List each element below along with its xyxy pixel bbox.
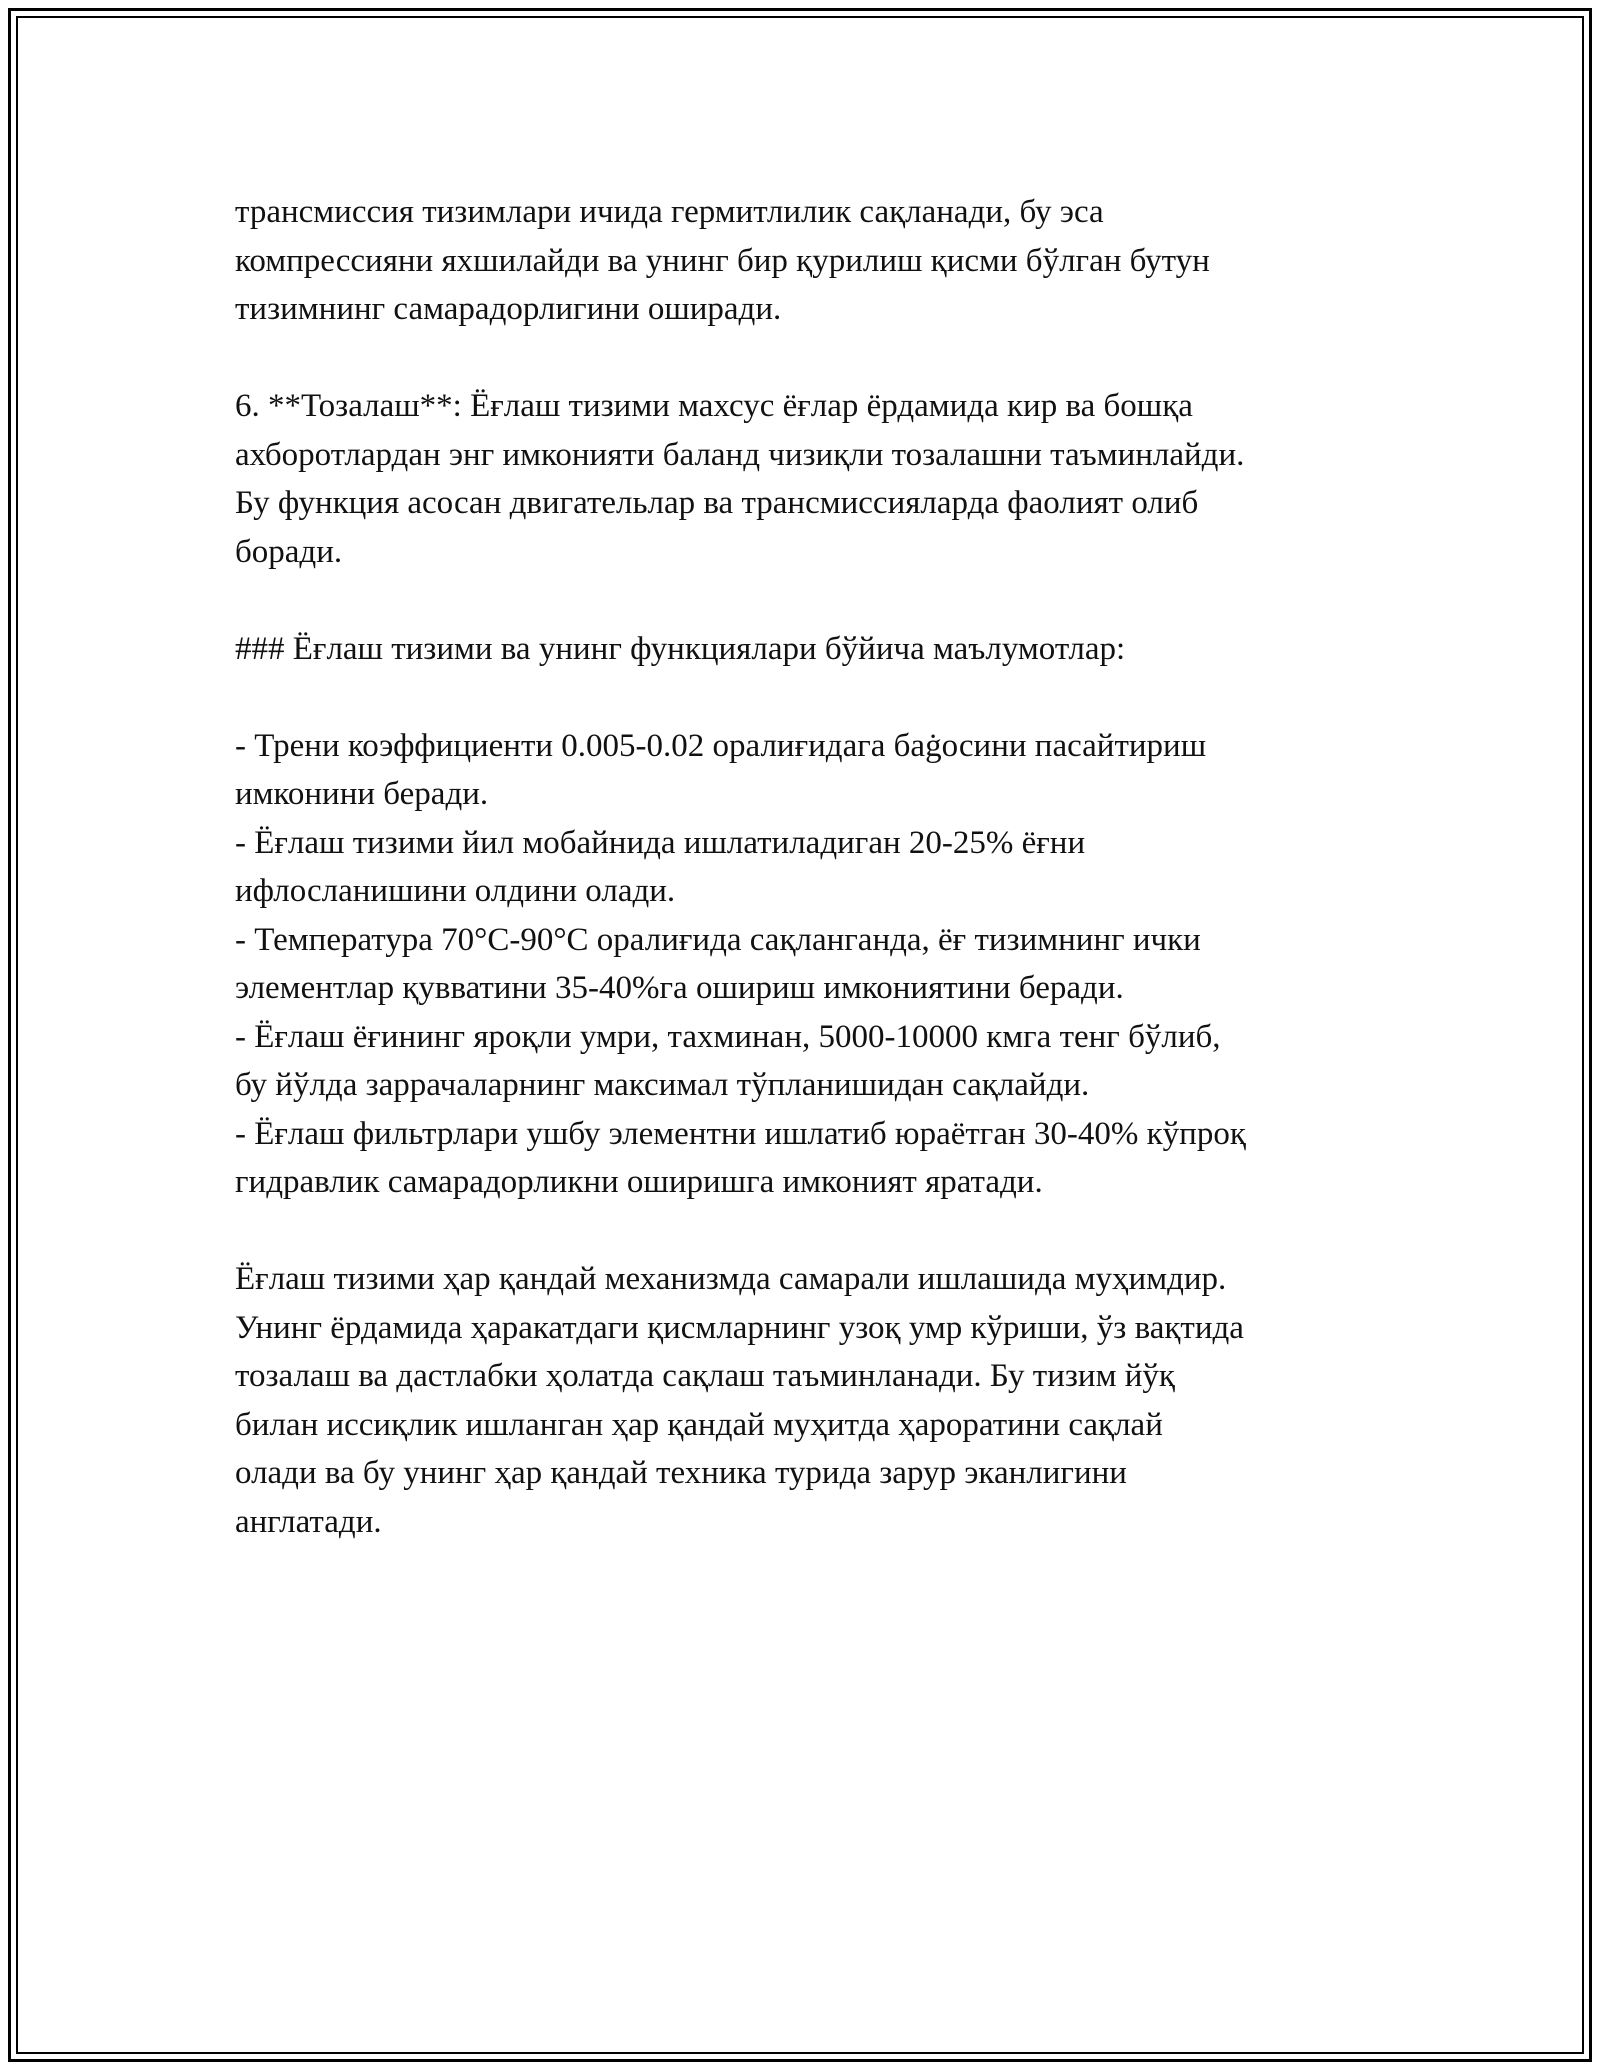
paragraph-conclusion: Ёғлаш тизими ҳар қандай механизмда самарали ишлашида муҳимдир. Унинг ёрдамида ҳаракатдаги қисмларнинг узоқ умр кўриши, ўз вақтида тозалаш ва дастлабки ҳолатда сақлаш таъминланади. Бу тизим йўқ билан иссиқлик ишланган ҳар қандай муҳитда ҳароратини сақлай олади ва бу унинг ҳар қандай техника турида зарур эканлигини англатади. [235, 1261, 1244, 1540]
bullet-item: - Ёғлаш ёғининг яроқли умри, тахминан, 5000-10000 кмга тенг бўлиб, бу йўлда заррачаларнинг максимал тўпланишидан сақлайди. [235, 1018, 1221, 1103]
paragraph-item-6: 6. **Тозалаш**: Ёғлаш тизими махсус ёғлар ёрдамида кир ва бошқа ахборотлардан энг имконияти баланд чизиқли тозалашни таъминлайди. Бу функция асосан двигательлар ва трансмиссияларда фаолият олиб боради. [235, 388, 1245, 570]
bullet-item: - Трени коэффициенти 0.005-0.02 оралиғидага баġосини пасайтириш имконини беради. [235, 727, 1207, 812]
paragraph-gap [235, 1207, 1395, 1256]
bullet-item: - Ёғлаш фильтрлари ушбу элементни ишлатиб юраётган 30-40% кўпроқ гидравлик самарадорликни оширишга имконият яратади. [235, 1115, 1246, 1200]
document-body [235, 188, 1395, 1546]
bullet-item: - Температура 70°C-90°C оралиғида сақланганда, ёғ тизимнинг ички элементлар қувватини 35-40%га ошириш имкониятини беради. [235, 921, 1201, 1006]
paragraph-gap [235, 334, 1395, 383]
section-heading: ### Ёғлаш тизими ва унинг функциялари бўйича маълумотлар: [235, 630, 1126, 667]
paragraph-gap [235, 576, 1395, 625]
bullet-item: - Ёғлаш тизими йил мобайнида ишлатиладиган 20-25% ёғни ифлосланишини олдини олади. [235, 824, 1086, 909]
paragraph-gap [235, 673, 1395, 722]
paragraph-continuation: трансмиссия тизимлари ичида гермитлилик сақланади, бу эса компрессияни яхшилайди ва унинг бир қурилиш қисми бўлган бутун тизимнинг самарадорлигини оширади. [235, 194, 1210, 327]
